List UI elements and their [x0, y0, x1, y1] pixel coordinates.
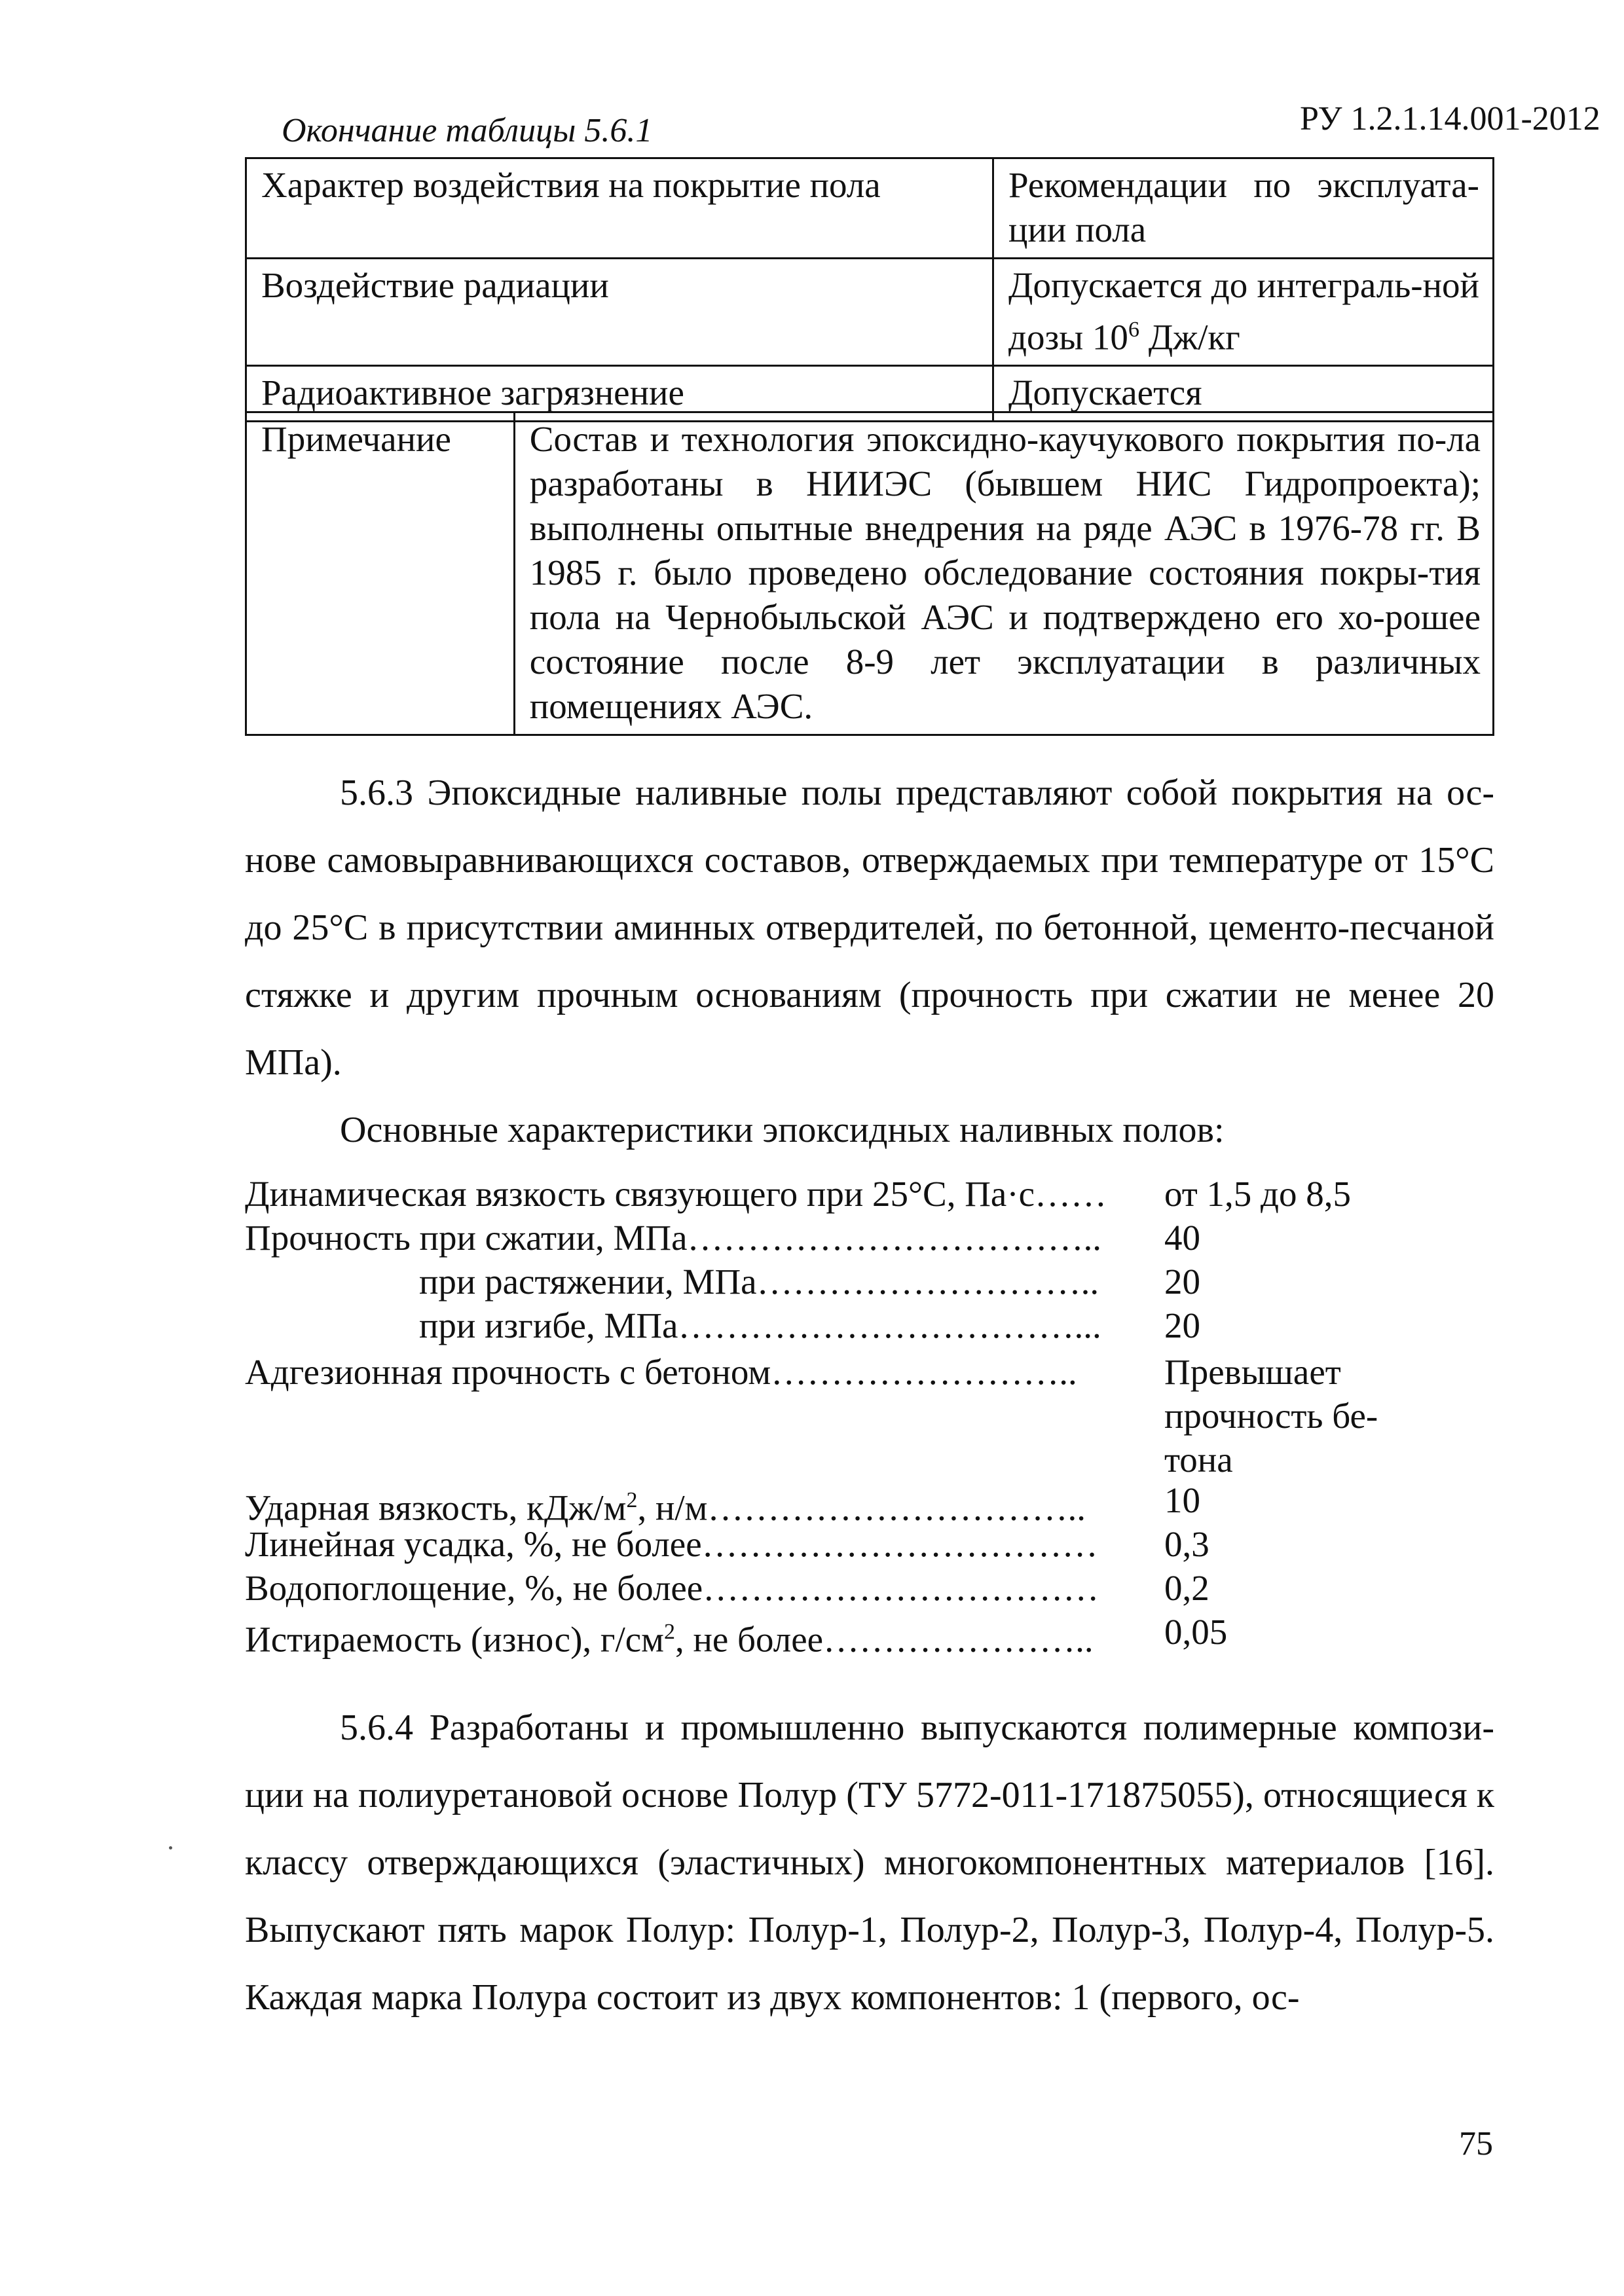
paragraph-5-6-4: 5.6.4 Разработаны и промышленно выпускаются полимерные компози-ции на полиуретановой основе Полур (ТУ 5772-011-171875055), относящиеся к классу отверждающихся (эластичных) многокомпонентных материалов [16]. Выпускают пять марок Полур: Полур-1, Полур-2, Полур-3, Полур-4, Полур-5. Каждая марка Полура состоит из двух компонентов: 1 (первого, ос- [245, 1707, 1494, 2018]
paragraph-5-6-3: 5.6.3 Эпоксидные наливные полы представляют собой покрытия на ос-нове самовыравнивающихся составов, отверждаемых при температуре от 15°С до 25°С в присутствии аминных отвердителей, по бетонной, цементо-песчаной стяжке и другим прочным основаниям (прочность при сжатии не менее 20 МПа). [245, 773, 1494, 1083]
note-text: Состав и технология эпоксидно-каучукового покрытия по-ла разработаны в НИИЭС (бывшем НИС Гидропроекта); выполнены опытные внедрения на ряде АЭС в 1976-78 гг. В 1985 г. было проведено обследование состояния покры-тия пола на Чернобыльской АЭС и подтверждено его хо-рошее состояние после 8-9 лет эксплуатации в различных помещениях АЭС. [514, 412, 1493, 735]
table-caption: Окончание таблицы 5.6.1 [282, 112, 653, 149]
specs-intro: Основные характеристики эпоксидных наливных полов: [340, 1110, 1225, 1150]
header-recommendation: Рекомендации по эксплуата-ции пола [993, 158, 1494, 259]
note-table [245, 411, 1494, 736]
document-code: РУ 1.2.1.14.001-2012 [1300, 100, 1600, 137]
header-impact: Характер воздействия на покрытие пола [246, 158, 993, 259]
floor-impact-table [245, 157, 1494, 422]
document-page: Окончание таблицы 5.6.1 РУ 1.2.1.14.001-2012 Характер воздействия на покрытие пола Рекомендации по эксплуата-ции пола Воздействие радиации Допускается до интеграль-ной дозы $10^6$ Дж/кг Радиоактивное загрязнение Допускается Примечание Состав и технология эпоксидно-каучукового покрытия по-ла разработаны в НИИЭС (бывшем НИС Гидропроекта); выполнены опытные внедрения на ряде АЭС в 1976-78 гг. В 1985 г. было проведено обследование состояния покры-тия пола на Чернобыльской АЭС и подтверждено его хо-рошее состояние после 8-9 лет эксплуатации в различных помещениях АЭС. 5.6.3 Эпоксидные наливные полы представляют собой покрытия на ос-нове самовыравнивающихся составов, отверждаемых при температуре от 15°С до 25°С в присутствии аминных отвердителей, по бетонной, цементо-песчаной стяжке и другим прочным основаниям (прочность при сжатии не менее 20 МПа). Основные характеристики эпоксидных наливных полов: Динамическая вязкость связующего при 25°С, Па·с…… от 1,5 до 8,5 Прочность при сжатии, МПа…………………………….. 40 при растяжении, МПа……………………….. 20 при изгибе, МПа……………………………... 20 Адгезионная прочность с бетоном…………………….. Превышает прочность бе- тона Ударная вязкость, кДж/$м^2$, н/м………………………….. 10 Линейная усадка, %, не более…………………………… 0,3 Водопоглощение, %, не более…………………………… 0,2 Истираемость (износ), $г/см^2$, не более………………….. 0,05 5.6.4 Разработаны и промышленно выпускаются полимерные компози-ции на полиуретановой основе Полур (ТУ 5772-011-171875055), относящиеся к классу отверждающихся (эластичных) многокомпонентных материалов [16]. Выпускают пять марок Полур: Полур-1, Полур-2, Полур-3, Полур-4, Полур-5. Каждая марка Полура состоит из двух компонентов: 1 (первого, ос- 75 [0, 0, 1624, 2296]
row-recommendation: Допускается [993, 366, 1494, 422]
page-number: 75 [1459, 2125, 1493, 2162]
table-header-row [246, 158, 1494, 259]
note-label: Примечание [246, 412, 515, 735]
note-row [246, 412, 1494, 735]
row-impact: Воздействие радиации [246, 259, 993, 366]
row-impact: Радиоактивное загрязнение [246, 366, 993, 422]
row-recommendation: Допускается до интеграль-ной дозы $10^6$ Дж/кг [993, 259, 1494, 366]
table-row [246, 259, 1494, 366]
scan-speck [169, 1846, 172, 1850]
